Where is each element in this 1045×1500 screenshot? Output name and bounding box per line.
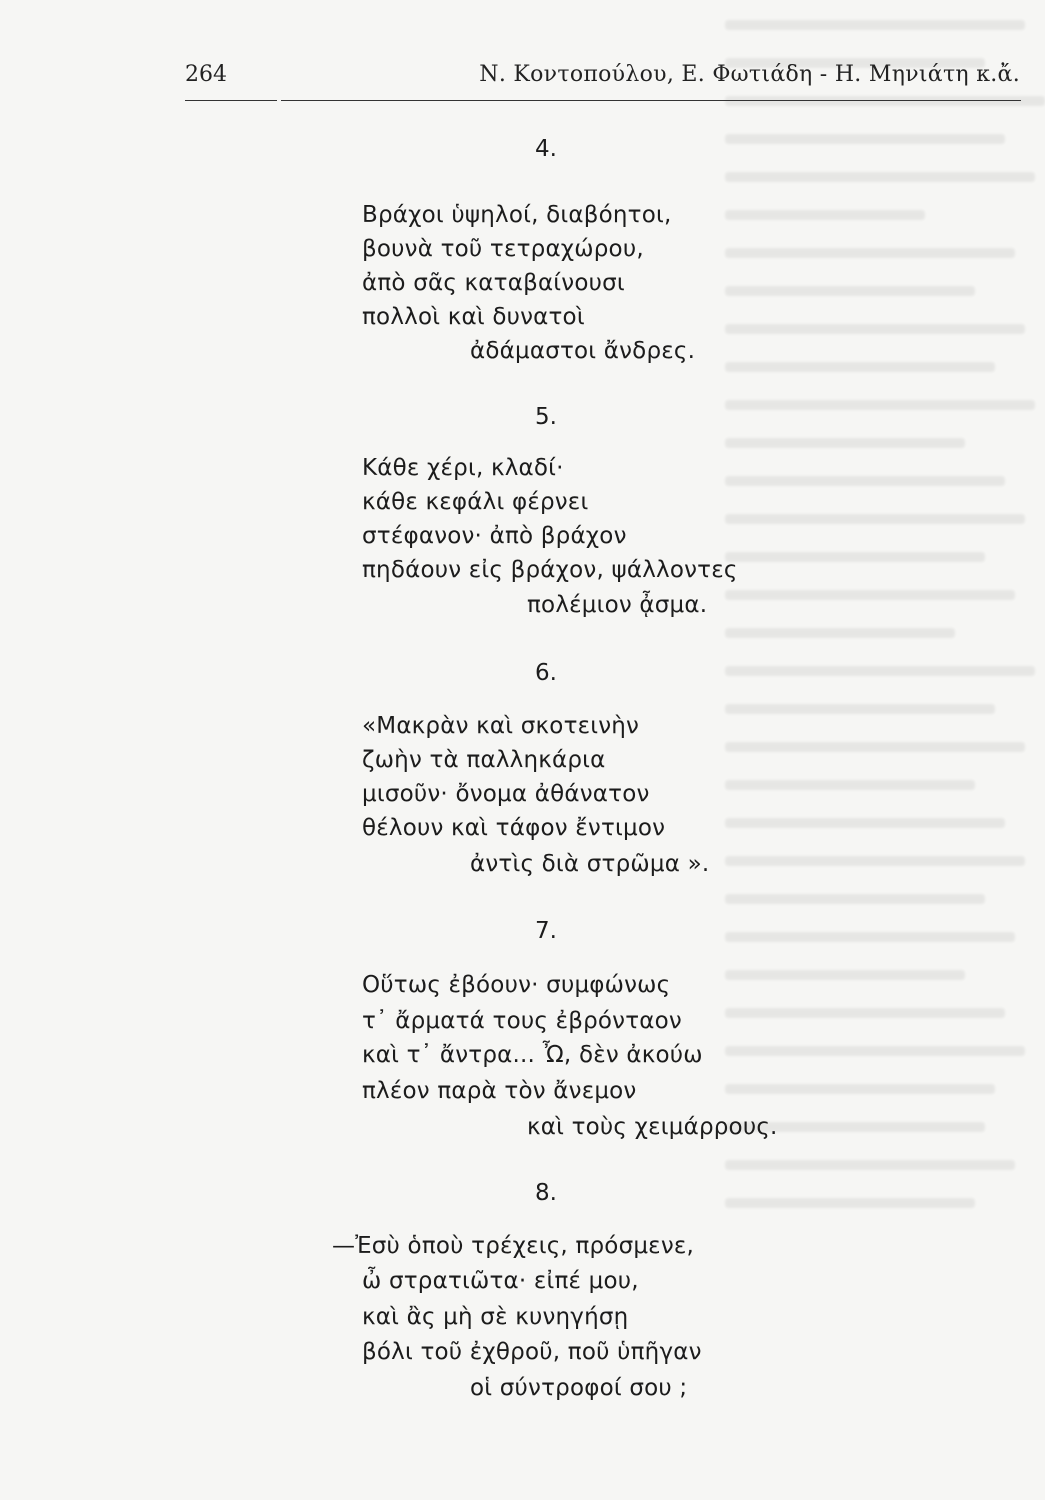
verse-line: κάθε κεφάλι φέρνει	[362, 489, 589, 515]
verse-line: πλέον παρὰ τὸν ἄνεμον	[362, 1078, 637, 1104]
verse-line: Οὕτως ἐβόουν· συμφώνως	[362, 972, 671, 998]
stanza-number: 6.	[535, 660, 557, 686]
verse-line: πηδάουν εἰς βράχον, ψάλλοντες	[362, 557, 738, 583]
stanza-number: 5.	[535, 404, 557, 430]
verse-line: «Μακρὰν καὶ σκοτεινὴν	[362, 713, 640, 739]
verse-line: ἀπὸ σᾶς καταβαίνουσι	[362, 270, 625, 296]
verse-line: ἀδάμαστοι ἄνδρες.	[470, 338, 696, 364]
verse-line: τ᾽ ἄρματά τους ἐβρόνταον	[362, 1008, 682, 1034]
verse-line: πολλοὶ καὶ δυνατοὶ	[362, 304, 585, 330]
verse-line: πολέμιον ᾆσμα.	[527, 592, 708, 618]
verse-line: καὶ τοὺς χειμάρρους.	[527, 1114, 778, 1140]
verse-line: ἀντὶς διὰ στρῶμα ».	[470, 851, 710, 877]
verse-line: μισοῦν· ὄνομα ἀθάνατον	[362, 781, 650, 807]
verse-line: θέλουν καὶ τάφον ἔντιμον	[362, 815, 666, 841]
verse-line: Βράχοι ὑψηλοί, διαβόητοι,	[362, 202, 672, 228]
verse-line: καὶ ἂς μὴ σὲ κυνηγήσῃ	[362, 1304, 629, 1330]
verse-line: ζωὴν τὰ παλληκάρια	[362, 747, 606, 773]
verse-line: στέφανον· ἀπὸ βράχον	[362, 523, 627, 549]
stanza-number: 8.	[535, 1180, 557, 1206]
verse-line: οἱ σύντροφοί σου ;	[470, 1375, 688, 1401]
verse-line: Κάθε χέρι, κλαδί·	[362, 455, 564, 481]
stanza-number: 7.	[535, 918, 557, 944]
verse-line: ὦ στρατιῶτα· εἰπέ μου,	[362, 1268, 639, 1294]
verse-line: βόλι τοῦ ἐχθροῦ, ποῦ ὑπῆγαν	[362, 1339, 702, 1365]
page-number: 264	[185, 62, 227, 87]
running-head: Ν. Κοντοπούλου, Ε. Φωτιάδη - Η. Μηνιάτη κ.ἄ.	[479, 62, 1020, 87]
verse-line: καὶ τ᾽ ἄντρα... Ὦ, δὲν ἀκούω	[362, 1042, 703, 1068]
verse-line: βουνὰ τοῦ τετραχώρου,	[362, 236, 644, 262]
stanza-number: 4.	[535, 136, 557, 162]
verse-line: —Ἐσὺ ὁποὺ τρέχεις, πρόσμενε,	[332, 1233, 695, 1259]
